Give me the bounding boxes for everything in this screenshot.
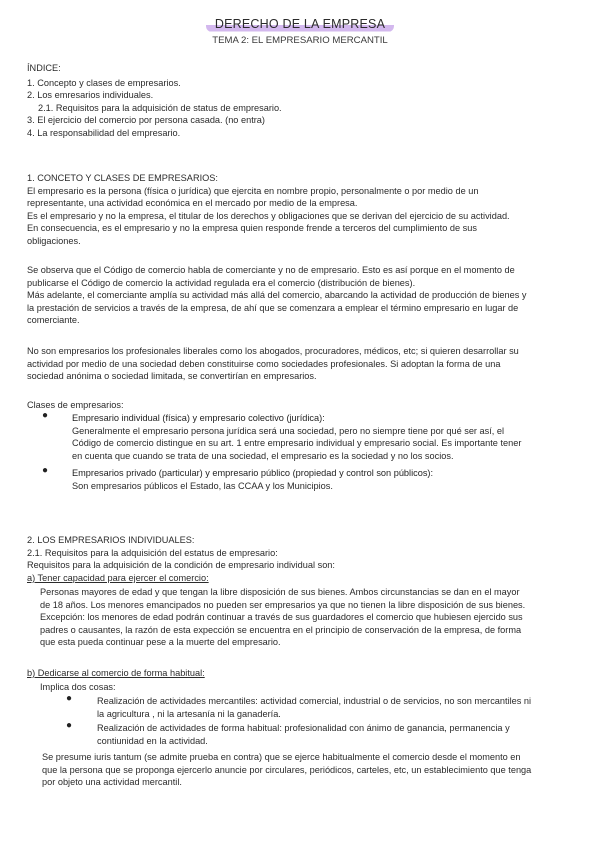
requirement-b-title: b) Dedicarse al comercio de forma habitual: [27,668,205,678]
paragraph-line: Se observa que el Código de comercio habla de comerciante y no de empresario. Esto es así porque en el momento de [27,265,515,275]
index-item: 4. La responsabilidad del empresario. [27,127,181,138]
bullet-body-line: Código de comercio distingue en su art. 1 entre empresario individual y empresario social. Es importante tener [72,438,522,449]
paragraph-line: que la persona que se proponga ejercerlo anuncie por circulares, periódicos, carteles, etc, un establecimiento que tenga [42,764,532,775]
paragraph-line: de 18 años. Los menores emancipados no pueden ser empresarios ya que no tienen la libre disposición de sus bienes. [40,599,526,610]
requirement-b-bullet-2 [97,722,510,747]
requirement-a-body [40,586,525,649]
bullet-body-line: contiunidad en la actividad. [97,735,208,746]
paragraph-line: actividad por medio de una sociedad deben constituirse como sociedades profesionales. Si adoptan la forma de una [27,358,501,369]
bullet-body-line: Son empresarios públicos el Estado, las CCAA y los Municipios. [72,480,333,491]
bullet-title: Empresarios privado (particular) y empresario público (propiedad y control son públicos): [72,468,434,478]
paragraph-line: Personas mayores de edad y que tengan la libre disposición de sus bienes. Ambos circunstancias se dan en el mayor [40,587,520,597]
paragraph-line: publicarse el Código de comercio la actividad regulada era el comercio (distribución de bienes). [27,277,416,288]
index-item: 2.1. Requisitos para la adquisición de status de empresario. [38,102,282,113]
section2-heading: 2. LOS EMPRESARIOS INDIVIDUALES: [27,535,195,545]
paragraph-line: Se presume iuris tantum (se admite prueba en contra) que se ejerce habitualmente el comercio desde el momento en [42,752,521,762]
requirement-b-bullet-1 [97,695,531,720]
requirement-b-closing [42,751,531,789]
paragraph-line: sociedad anónima o sociedad limitada, se convertirían en empresarios. [27,371,317,382]
paragraph-line: No son empresarios los profesionales liberales como los abogados, procuradores, médicos, etc; si quieren desarrollar su [27,346,519,356]
bullet-icon: ● [42,410,49,421]
bullet-body-line: en cuenta que cuando se trata de una sociedad, el empresario es la sociedad y no los socios. [72,450,454,461]
paragraph-line: comerciante. [27,315,80,326]
index-item: 3. El ejercicio del comercio por persona casada. (no entra) [27,115,265,126]
paragraph-line: Excepción: los menores de edad podrán continuar a través de sus guardadores el comercio que hubiesen ejercido sus [40,612,523,623]
bullet-body-line: la agricultura , ni la artesanía ni la ganadería. [97,708,281,719]
bullet-icon: ● [42,465,49,476]
section1-heading: 1. CONCETO Y CLASES DE EMPRESARIOS: [27,173,218,183]
index-item: 1. Concepto y clases de empresarios. [27,77,181,88]
requirement-b-intro: Implica dos cosas: [40,682,116,692]
index-block [27,62,282,140]
paragraph-line: Más adelante, el comerciante amplía su actividad más allá del comercio, abarcando la actividad de producción de bienes y [27,290,527,301]
section2-intro: Requisitos para la adquisición de la condición de empresario individual son: [27,560,335,571]
document-title: DERECHO DE LA EMPRESA [206,17,394,32]
section1-paragraph3 [27,345,519,383]
paragraph-line: por objeto una actividad mercantil. [42,777,182,788]
section2-block [27,534,335,584]
paragraph-line: padres o causantes, la razón de esta expección se encuentra en el principio de conservación de la empresa, de forma [40,624,522,635]
paragraph-line: que esta pueda continuar pese a la muerte del empresario. [40,637,281,648]
paragraph-line: El empresario es la persona (física o jurídica) que ejercita en nombre propio, personalmente o por medio de un [27,185,479,196]
section1-paragraph2 [27,264,526,327]
requirement-a-title: a) Tener capacidad para ejercer el comercio: [27,572,209,583]
bullet-icon: ● [66,720,73,731]
index-heading: ÍNDICE: [27,63,61,73]
index-item: 2. Los emresarios individuales. [27,90,154,101]
bullet-body-line: Generalmente el empresario persona jurídica será una sociedad, pero no siempre tiene por qué ser así, el [72,425,505,436]
bullet-body-line: Realización de actividades de forma habitual: profesionalidad con ánimo de ganancia, permanencia y [97,723,510,733]
classes-heading: Clases de empresarios: [27,400,124,410]
title-block [0,17,600,32]
section1-block [27,172,510,248]
paragraph-line: En consecuencia, es el empresario y no la empresa quien responde frende a terceros del cumplimiento de sus [27,223,477,234]
paragraph-line: Es el empresario y no la empresa, el titular de los derechos y obligaciones que se derivan del ejercicio de su actividad. [27,210,510,221]
paragraph-line: la prestación de servicios a través de la empresa, de ahí que se comenzara a emplear el término empresario en lugar de [27,302,519,313]
class-bullet-1 [72,412,521,462]
bullet-body-line: Realización de actividades mercantiles: actividad comercial, industrial o de servicios, no son mercantiles ni [97,696,532,706]
section2-subheading: 2.1. Requisitos para la adquisición del estatus de empresario: [27,547,278,558]
bullet-icon: ● [66,693,73,704]
class-bullet-2 [72,467,433,492]
bullet-title: Empresario individual (física) y empresario colectivo (jurídica): [72,413,325,423]
document-subtitle: TEMA 2: EL EMPRESARIO MERCANTIL [212,35,388,46]
paragraph-line: representante, una actividad económica en el mercado por medio de la empresa. [27,198,358,209]
paragraph-line: obligaciones. [27,235,81,246]
